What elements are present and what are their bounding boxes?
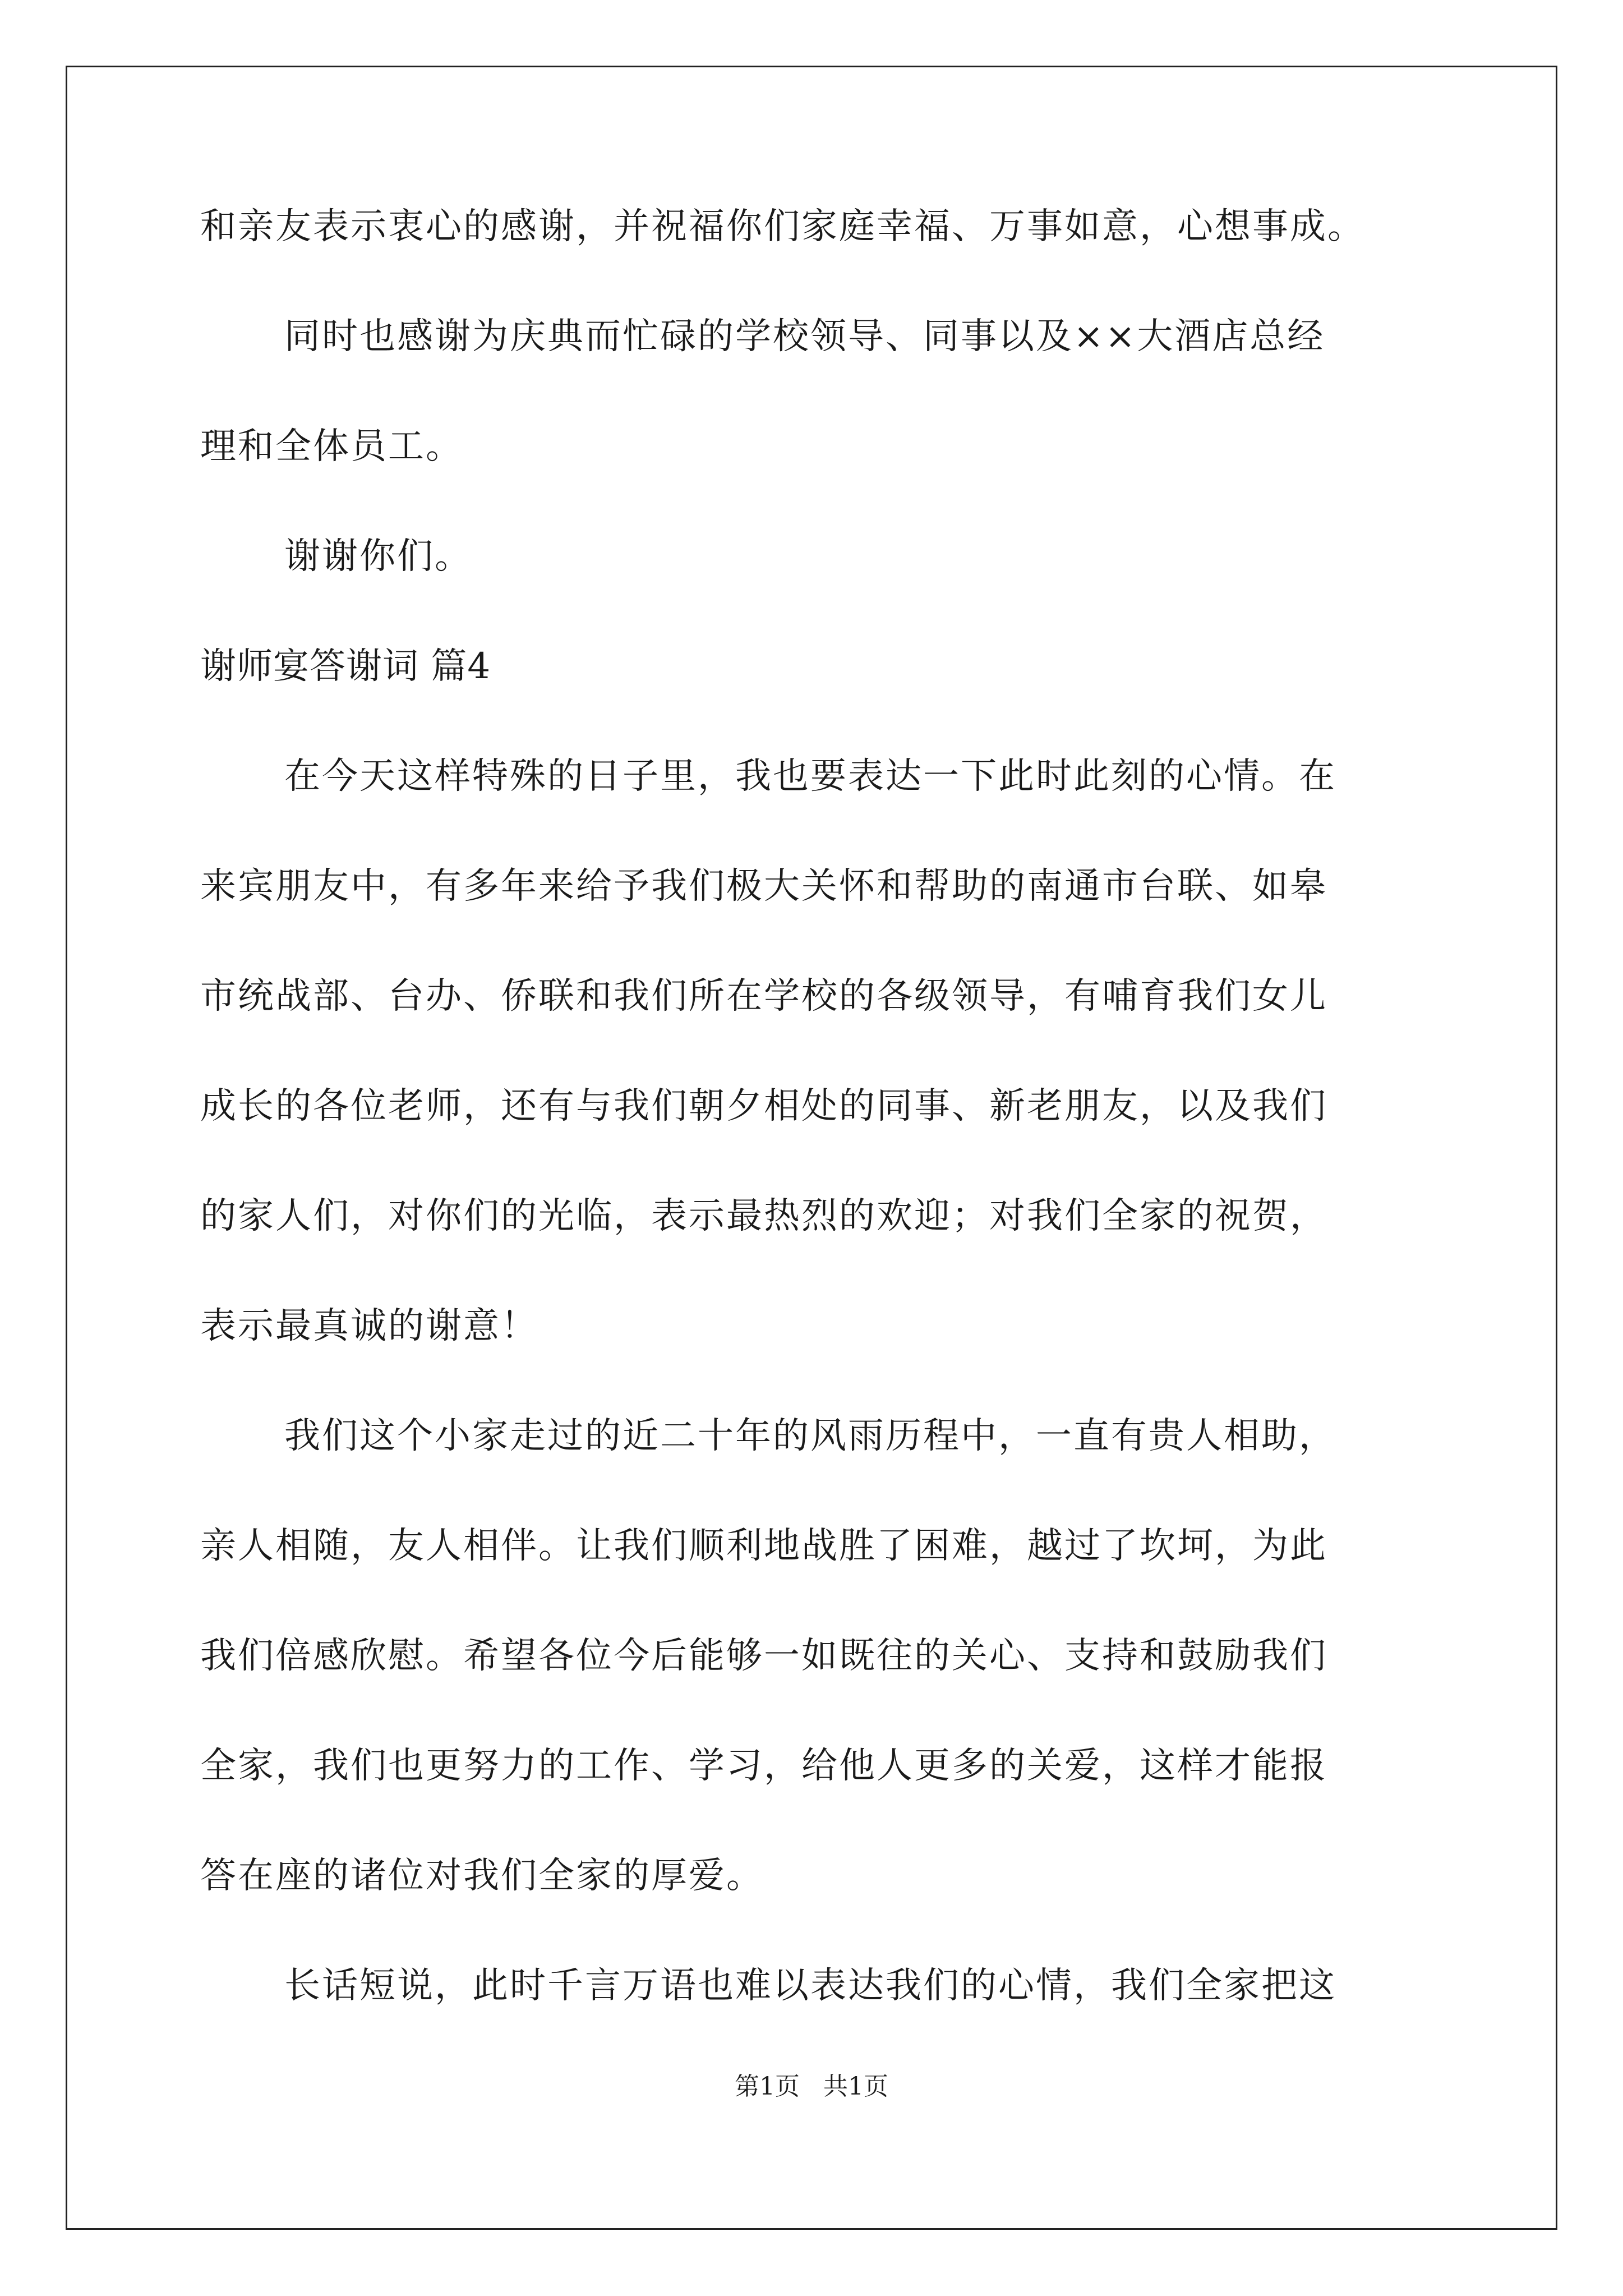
text-line: 表示最真诚的谢意！: [200, 1305, 538, 1347]
text-line: 我们这个小家走过的近二十年的风雨历程中，一直有贵人相助，: [284, 1415, 1336, 1457]
text-line: 长话短说，此时千言万语也难以表达我们的心情，我们全家把这: [284, 1965, 1336, 2007]
text-line: 市统战部、台办、侨联和我们所在学校的各级领导，有哺育我们女儿: [200, 976, 1327, 1017]
text-line: 全家，我们也更努力的工作、学习，给他人更多的关爱，这样才能报: [200, 1745, 1327, 1787]
text-line: 成长的各位老师，还有与我们朝夕相处的同事、新老朋友，以及我们: [200, 1085, 1327, 1127]
text-line: 亲人相随，友人相伴。让我们顺利地战胜了困难，越过了坎坷，为此: [200, 1525, 1327, 1567]
text-line: 理和全体员工。: [200, 426, 463, 467]
text-line: 我们倍感欣慰。希望各位今后能够一如既往的关心、支持和鼓励我们: [200, 1635, 1327, 1677]
text-line: 来宾朋友中，有多年来给予我们极大关怀和帮助的南通市台联、如皋: [200, 866, 1327, 907]
page-number-footer: 第1页 共1页: [735, 2072, 888, 2101]
text-line: 谢谢你们。: [284, 536, 472, 577]
text-line: 答在座的诸位对我们全家的厚爱。: [200, 1855, 764, 1897]
text-line: 同时也感谢为庆典而忙碌的学校领导、同事以及××大酒店总经: [284, 316, 1325, 357]
text-line: 和亲友表示衷心的感谢，并祝福你们家庭幸福、万事如意，心想事成。: [200, 206, 1365, 247]
document-body: [200, 206, 1434, 2078]
section-heading: 谢师宴答谢词 篇4: [200, 646, 491, 687]
text-line: 的家人们，对你们的光临，表示最热烈的欢迎；对我们全家的祝贺，: [200, 1195, 1327, 1237]
text-line: 在今天这样特殊的日子里，我也要表达一下此时此刻的心情。在: [284, 756, 1336, 797]
